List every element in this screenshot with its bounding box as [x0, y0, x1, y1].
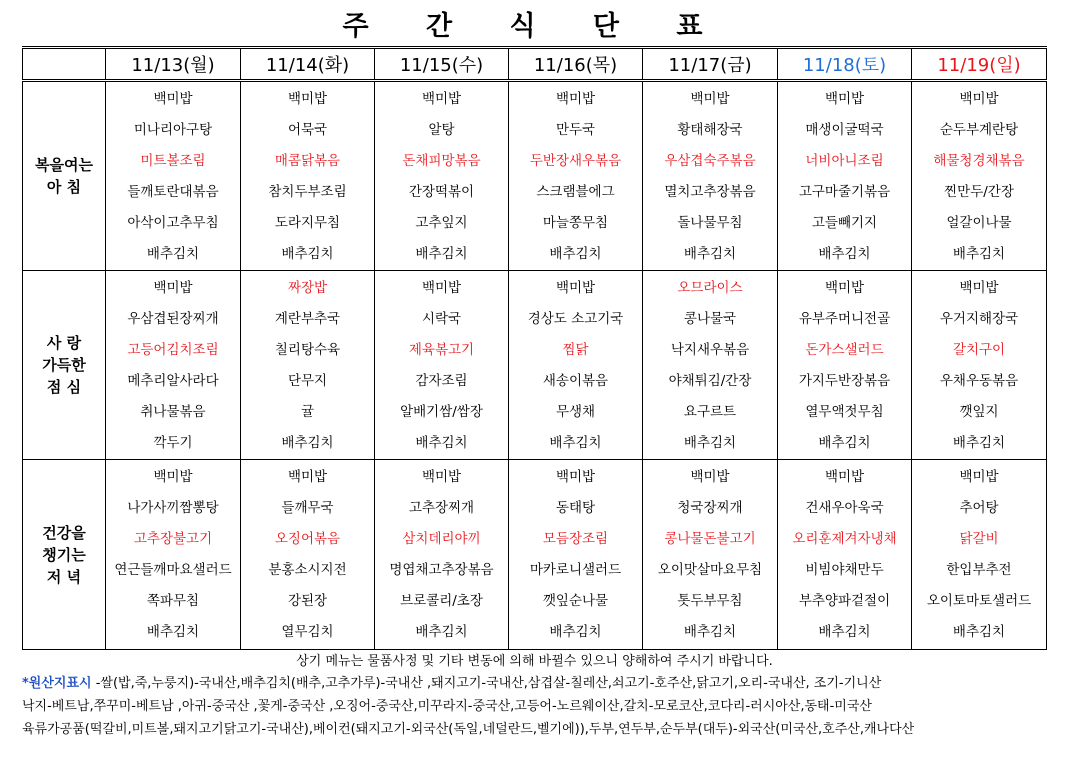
menu-list	[241, 460, 374, 648]
menu-item-main: 제육볶고기	[408, 342, 475, 358]
date-header-saturday: 11/18(토)	[778, 48, 912, 81]
menu-item: 백미밥	[824, 91, 865, 107]
menu-list	[106, 460, 240, 648]
menu-item: 백미밥	[555, 280, 596, 296]
menu-item: 백미밥	[153, 280, 193, 296]
menu-item: 백미밥	[690, 469, 730, 485]
menu-list	[643, 82, 777, 270]
menu-item-main: 짜장밥	[287, 280, 328, 296]
menu-item: 시락국	[421, 311, 462, 327]
menu-item: 유부주머니전골	[798, 311, 891, 327]
menu-cell	[106, 81, 241, 271]
menu-list	[912, 82, 1046, 270]
menu-item: 배추김치	[818, 624, 871, 640]
menu-item: 오이토마토샐러드	[926, 593, 1032, 609]
menu-item: 쪽파무침	[146, 593, 200, 609]
menu-list	[643, 460, 777, 648]
meal-label	[23, 81, 106, 271]
menu-item: 백미밥	[824, 469, 865, 485]
menu-cell	[241, 460, 375, 650]
menu-item: 알배기쌈/쌈장	[400, 404, 483, 420]
menu-cell	[106, 460, 241, 650]
menu-item: 비빔야채만두	[805, 562, 884, 578]
menu-item: 명엽채고추장볶음	[389, 562, 494, 578]
menu-list	[375, 460, 508, 648]
meal-row	[23, 81, 1047, 271]
meal-label-line: 저 녁	[46, 567, 82, 586]
menu-item: 건새우아욱국	[805, 500, 884, 516]
menu-item: 메추리알사라다	[127, 373, 219, 389]
date-header: 11/13(월)	[106, 48, 241, 81]
menu-item-main: 미트볼조림	[140, 153, 206, 169]
origin-line: 육류가공품(떡갈비,미트볼,돼지고기닭고기-국내산),베이컨(돼지고기-외국산(독일,네덜란드,벨기에)),두부,연두부,순두부(대두)-외국산(미국산,호주산,캐나다산	[22, 722, 915, 737]
origin-line	[22, 672, 1062, 695]
menu-item: 강된장	[287, 593, 328, 609]
menu-item: 취나물볶음	[140, 404, 206, 420]
menu-item: 감자조림	[415, 373, 468, 389]
menu-cell	[912, 271, 1047, 460]
menu-item-main: 찜닭	[562, 342, 589, 358]
menu-list	[241, 271, 374, 459]
menu-item: 백미밥	[153, 91, 193, 107]
menu-item: 마카로니샐러드	[529, 562, 622, 578]
menu-cell	[241, 271, 375, 460]
menu-item: 백미밥	[153, 469, 193, 485]
menu-item: 배추김치	[683, 246, 737, 262]
menu-cell	[375, 271, 509, 460]
menu-item: 브로콜리/초장	[400, 593, 483, 609]
menu-item: 순두부계란탕	[939, 122, 1019, 138]
menu-item: 도라지무침	[274, 215, 341, 231]
meal-row	[23, 271, 1047, 460]
menu-item: 오이맛살마요무침	[657, 562, 763, 578]
menu-item: 무생채	[555, 404, 596, 420]
menu-item: 열무김치	[281, 624, 334, 640]
menu-item: 스크램블에그	[536, 184, 615, 200]
menu-item: 백미밥	[421, 280, 462, 296]
menu-cell	[912, 81, 1047, 271]
menu-item-main: 고추장불고기	[133, 531, 213, 547]
menu-list	[778, 271, 911, 459]
menu-item: 간장떡볶이	[408, 184, 475, 200]
menu-item: 깻잎순나물	[542, 593, 609, 609]
menu-item: 미나리아구탕	[133, 122, 213, 138]
menu-item: 배추김치	[952, 246, 1006, 262]
menu-item: 배추김치	[952, 624, 1006, 640]
menu-item: 마늘쫑무침	[542, 215, 609, 231]
origin-notice	[22, 672, 1062, 741]
menu-list	[912, 460, 1046, 648]
menu-item: 배추김치	[146, 624, 200, 640]
menu-item: 멸치고추장볶음	[664, 184, 756, 200]
menu-item: 백미밥	[959, 91, 999, 107]
menu-item: 배추김치	[952, 435, 1006, 451]
date-header: 11/14(화)	[241, 48, 375, 81]
menu-item: 경상도 소고기국	[527, 311, 624, 327]
menu-item: 나가사끼짬뽕탕	[127, 500, 219, 516]
meal-label-line: 건강을	[42, 523, 86, 542]
menu-list	[241, 82, 374, 270]
meal-label	[23, 460, 106, 650]
menu-item: 깍두기	[153, 435, 193, 451]
page-title: 주 간 식 단 표	[342, 11, 727, 42]
menu-item: 배추김치	[415, 624, 468, 640]
origin-line: 낙지-베트남,쭈꾸미-베트남 ,아귀-중국산 ,꽃게-중국산 ,오징어-중국산,미꾸라지-중국산,고등어-노르웨이산,갈치-모로코산,코다리-러시아산,동태-미국산	[22, 699, 872, 714]
menu-cell	[375, 81, 509, 271]
menu-item-main: 해물청경채볶음	[933, 153, 1025, 169]
menu-item: 백미밥	[824, 280, 865, 296]
menu-item: 매생이굴떡국	[805, 122, 884, 138]
menu-item: 알탕	[428, 122, 455, 138]
menu-item: 백미밥	[421, 91, 462, 107]
menu-item: 요구르트	[683, 404, 737, 420]
menu-cell	[912, 460, 1047, 650]
menu-list	[778, 82, 911, 270]
menu-item: 찐만두/간장	[944, 184, 1014, 200]
menu-item-main: 오징어볶음	[274, 531, 341, 547]
date-header-row	[23, 48, 1047, 81]
menu-list	[778, 460, 911, 648]
menu-item: 백미밥	[287, 91, 328, 107]
menu-item: 깻잎지	[959, 404, 999, 420]
meal-label-line: 복을여는	[35, 156, 93, 174]
menu-list	[106, 271, 240, 459]
menu-item: 백미밥	[555, 469, 596, 485]
meal-label-line: 챙기는	[42, 545, 86, 564]
menu-list	[643, 271, 777, 459]
menu-cell	[778, 460, 912, 650]
menu-item: 얼갈이나물	[946, 215, 1012, 231]
menu-cell	[643, 460, 778, 650]
origin-text: -쌀(밥,죽,누룽지)-국내산,배추김치(배추,고추가루)-국내산 ,돼지고기-국내산,삼겹살-칠레산,쇠고기-호주산,닭고기,오리-국내산, 조기-기니산	[91, 676, 882, 691]
menu-item: 백미밥	[959, 280, 999, 296]
menu-item: 들깨토란대볶음	[127, 184, 219, 200]
menu-cell	[509, 460, 643, 650]
menu-cell	[375, 460, 509, 650]
menu-cell	[106, 271, 241, 460]
date-header-sunday: 11/19(일)	[912, 48, 1047, 81]
menu-item: 배추김치	[146, 246, 200, 262]
menu-list	[912, 271, 1046, 459]
menu-item: 어묵국	[287, 122, 328, 138]
menu-item: 백미밥	[555, 91, 596, 107]
origin-label: *원산지표시	[22, 676, 92, 691]
menu-item: 백미밥	[959, 469, 999, 485]
menu-item: 백미밥	[287, 469, 328, 485]
menu-item: 배추김치	[818, 435, 871, 451]
date-header: 11/17(금)	[643, 48, 778, 81]
weekly-menu-table	[22, 46, 1047, 650]
meal-label-line: 점 심	[46, 378, 82, 396]
menu-item: 배추김치	[549, 435, 602, 451]
meal-label-line: 사 랑	[46, 334, 82, 352]
meal-label-line: 아 침	[46, 178, 82, 196]
menu-list	[106, 82, 240, 270]
menu-item: 백미밥	[690, 91, 730, 107]
header-corner	[23, 48, 106, 81]
menu-item-main: 닭갈비	[959, 531, 999, 547]
menu-item: 고추잎지	[415, 215, 468, 231]
menu-item: 새송이볶음	[542, 373, 609, 389]
menu-item-main: 삼치데리야끼	[402, 531, 481, 547]
menu-item: 배추김치	[415, 435, 468, 451]
menu-cell	[778, 81, 912, 271]
menu-cell	[643, 271, 778, 460]
menu-item: 부추양파겉절이	[798, 593, 891, 609]
menu-item-main: 매콤닭볶음	[274, 153, 341, 169]
meal-label	[23, 271, 106, 460]
menu-item: 야채튀김/간장	[668, 373, 752, 389]
menu-item: 배추김치	[549, 624, 602, 640]
menu-item: 단무지	[287, 373, 328, 389]
menu-item-main: 고등어김치조림	[127, 342, 219, 358]
menu-item: 계란부추국	[274, 311, 341, 327]
menu-item: 톳두부무침	[677, 593, 743, 609]
menu-item: 낙지새우볶음	[670, 342, 750, 358]
menu-item: 만두국	[555, 122, 596, 138]
menu-list	[509, 82, 642, 270]
date-header: 11/16(목)	[509, 48, 643, 81]
menu-item-main: 우삼겹숙주볶음	[664, 153, 756, 169]
menu-cell	[241, 81, 375, 271]
menu-change-notice: 상기 메뉴는 물품사정 및 기타 변동에 의해 바뀔수 있으니 양해하여 주시기 바랍니다.	[296, 654, 773, 669]
meal-row	[23, 460, 1047, 650]
menu-item: 고구마줄기볶음	[798, 184, 891, 200]
menu-item: 열무액젓무침	[805, 404, 884, 420]
menu-item: 황태해장국	[677, 122, 743, 138]
menu-item: 배추김치	[683, 624, 737, 640]
menu-item-main: 돈가스샐러드	[805, 342, 884, 358]
menu-item-main: 모듬장조림	[542, 531, 609, 547]
menu-item-main: 콩나물돈불고기	[664, 531, 756, 547]
meal-label-line: 가득한	[42, 356, 86, 374]
menu-item-main: 두반장새우볶음	[529, 153, 622, 169]
menu-item-main: 오므라이스	[677, 280, 743, 296]
menu-item-main: 너비아니조림	[805, 153, 884, 169]
menu-item: 우삼겹된장찌개	[127, 311, 219, 327]
menu-cell	[509, 81, 643, 271]
menu-item: 아삭이고추무침	[127, 215, 219, 231]
menu-item: 배추김치	[683, 435, 737, 451]
menu-item: 가지두반장볶음	[798, 373, 891, 389]
menu-item: 백미밥	[421, 469, 462, 485]
menu-item: 배추김치	[281, 246, 334, 262]
menu-item: 배추김치	[281, 435, 334, 451]
menu-list	[375, 82, 508, 270]
menu-item: 참치두부조림	[268, 184, 347, 200]
menu-item-main: 오리훈제겨자냉채	[792, 531, 897, 547]
menu-item: 고추장찌개	[408, 500, 475, 516]
menu-item: 콩나물국	[683, 311, 737, 327]
menu-item-main: 갈치구이	[952, 342, 1006, 358]
menu-item: 들깨무국	[281, 500, 334, 516]
menu-item: 연근들깨마요샐러드	[114, 562, 232, 578]
menu-item: 청국장찌개	[677, 500, 743, 516]
menu-list	[375, 271, 508, 459]
menu-item: 배추김치	[549, 246, 602, 262]
menu-list	[509, 271, 642, 459]
menu-item: 우채우동볶음	[939, 373, 1019, 389]
menu-list	[509, 460, 642, 648]
menu-item: 우거지해장국	[939, 311, 1019, 327]
menu-item: 고들빼기지	[811, 215, 878, 231]
menu-item: 귤	[300, 404, 315, 420]
menu-item: 분홍소시지전	[268, 562, 347, 578]
menu-cell	[509, 271, 643, 460]
menu-item: 동태탕	[555, 500, 596, 516]
date-header: 11/15(수)	[375, 48, 509, 81]
menu-item-main: 돈채피망볶음	[402, 153, 481, 169]
menu-item: 배추김치	[818, 246, 871, 262]
menu-item: 칠리탕수육	[274, 342, 341, 358]
menu-item: 돌나물무침	[677, 215, 743, 231]
menu-cell	[643, 81, 778, 271]
menu-item: 배추김치	[415, 246, 468, 262]
menu-cell	[778, 271, 912, 460]
menu-item: 한입부추전	[946, 562, 1012, 578]
menu-item: 추어탕	[959, 500, 999, 516]
